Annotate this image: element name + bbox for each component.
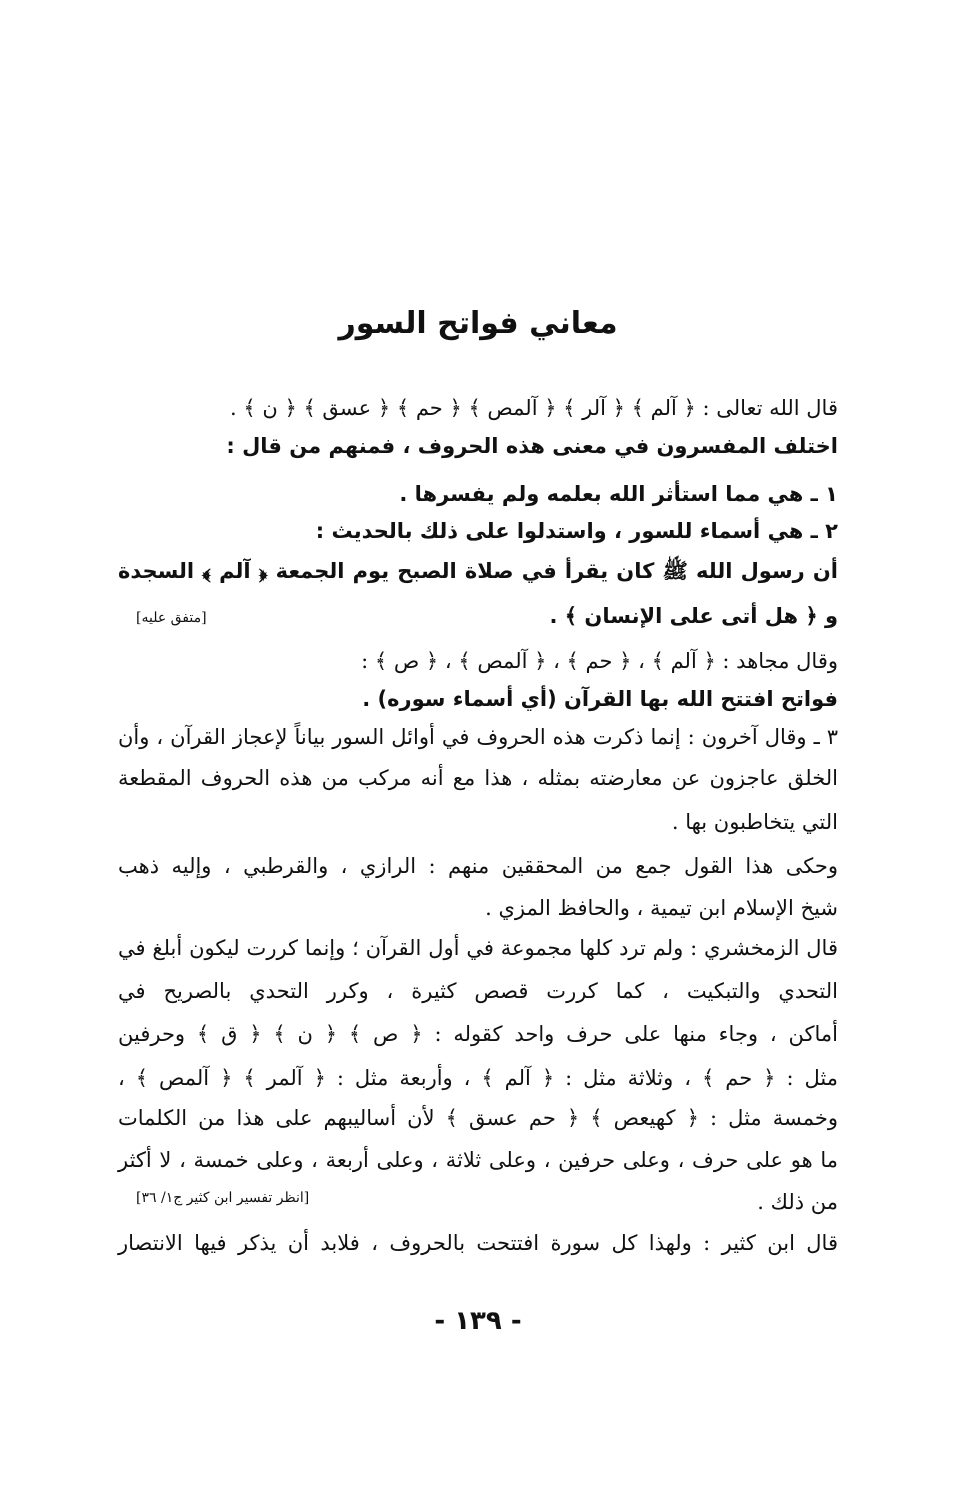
text-line: قال الله تعالى : ﴿ آلم ﴾ ﴿ آلر ﴾ ﴿ آلمص ﴾ ﴿ حم ﴾ ﴿ عسق ﴾ ﴿ ن ﴾ . [230,396,838,420]
text-line: التحدي والتبكيت ، كما كررت قصص كثيرة ، وكرر التحدي بالصريح في [118,979,838,1003]
text-line: و ﴿ هل أتى على الإنسان ﴾ . [549,604,838,628]
reference-note: [متفق عليه] [136,610,207,626]
text-line: ١ ـ هي مما استأثر الله بعلمه ولم يفسرها . [399,482,838,506]
text-line: التي يتخاطبون بها . [671,810,838,834]
page-number: - ١٣٩ - [434,1306,522,1336]
text-line: وقال مجاهد : ﴿ آلم ﴾ ، ﴿ حم ﴾ ، ﴿ آلمص ﴾ ، ﴿ ص ﴾ : [361,649,838,673]
text-line: أن رسول الله ﷺ كان يقرأ في صلاة الصبح يوم الجمعة ﴿ آلم ﴾ السجدة [118,559,838,583]
text-line: ما هو على حرف ، وعلى حرفين ، وعلى ثلاثة ، وعلى أربعة ، وعلى خمسة ، لا أكثر [118,1148,838,1172]
text-line: شيخ الإسلام ابن تيمية ، والحافظ المزي . [485,896,838,920]
text-line: وحكى هذا القول جمع من المحققين منهم : الرازي ، والقرطبي ، وإليه ذهب [118,854,838,878]
text-line: قال ابن كثير : ولهذا كل سورة افتتحت بالحروف ، فلابد أن يذكر فيها الانتصار [118,1231,838,1255]
text-line: ٣ ـ وقال آخرون : إنما ذكرت هذه الحروف في أوائل السور بياناً لإعجاز القرآن ، وأن [118,725,838,749]
reference-note: [انظر تفسير ابن كثير ج١/ ٣٦] [136,1190,310,1206]
text-line: من ذلك . [757,1190,838,1214]
text-line: مثل : ﴿ حم ﴾ ، وثلاثة مثل : ﴿ آلم ﴾ ، وأربعة مثل : ﴿ آلمر ﴾ ﴿ آلمص ﴾ ، [118,1066,838,1090]
text-line: اختلف المفسرون في معنى هذه الحروف ، فمنهم من قال : [226,434,838,458]
text-line: أماكن ، وجاء منها على حرف واحد كقوله : ﴿ ص ﴾ ﴿ ن ﴾ ﴿ ق ﴾ وحرفين [118,1022,838,1046]
page-title: معاني فواتح السور [338,306,618,341]
text-line: ٢ ـ هي أسماء للسور ، واستدلوا على ذلك بالحديث : [315,519,838,543]
text-line: وخمسة مثل : ﴿ كهيعص ﴾ ﴿ حم عسق ﴾ لأن أساليبهم على هذا من الكلمات [118,1106,838,1130]
text-line: فواتح افتتح الله بها القرآن (أي أسماء سوره) . [362,687,838,711]
text-line: قال الزمخشري : ولم ترد كلها مجموعة في أول القرآن ؛ وإنما كررت ليكون أبلغ في [118,936,838,960]
text-line: الخلق عاجزون عن معارضته بمثله ، هذا مع أنه مركب من هذه الحروف المقطعة [118,766,838,790]
